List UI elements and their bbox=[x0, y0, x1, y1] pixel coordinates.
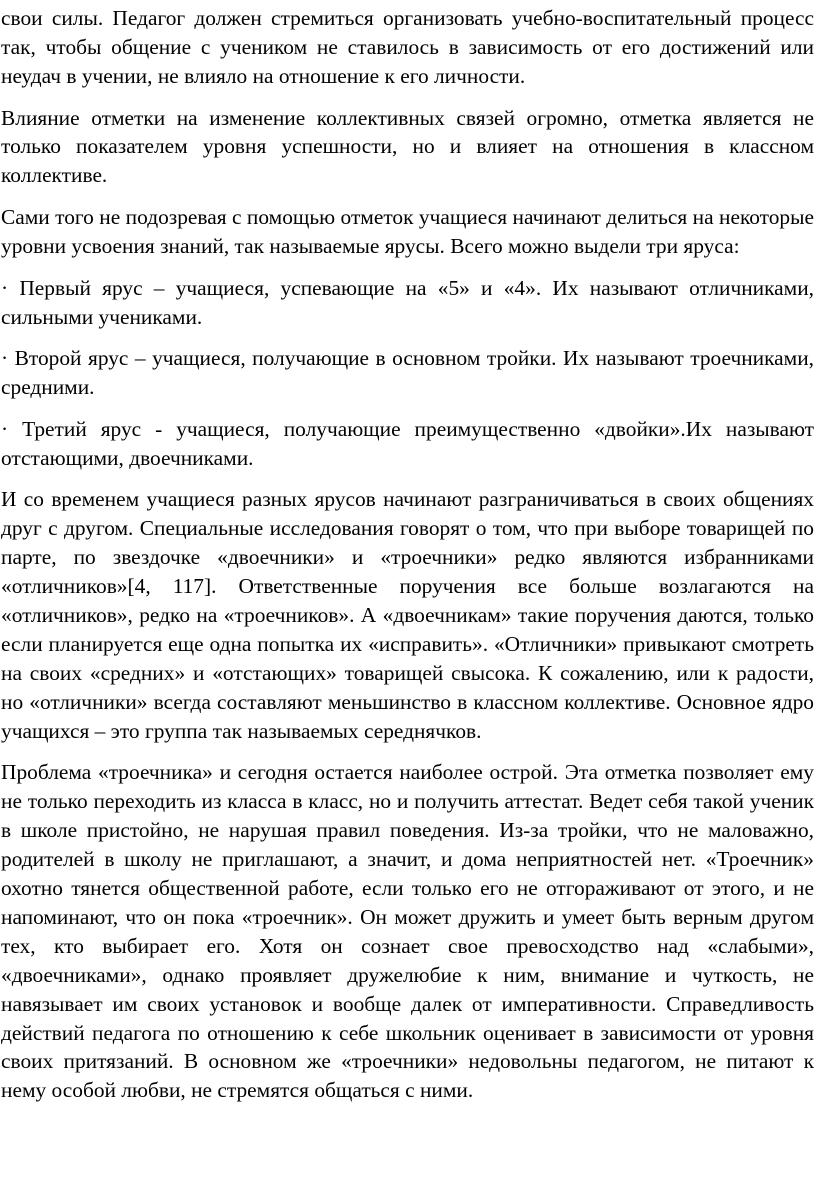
paragraph-tier-separation: И со временем учащиеся разных ярусов начинают разграничиваться в своих общениях друг с другом. Специальные исследования говорят о том, что при выборе товарищей по парте, по звездочке «двоечники» и «троечники» редко являются избранниками «отличников»[4, 117]. Ответственные поручения все больше возлагаются на «отличников», редко на «троечников». А «двоечникам» такие поручения даются, только если планируется еще одна попытка их «исправить». «Отличники» привыкают смотреть на своих «средних» и «отстающих» товарищей свысока. К сожалению, или к радости, но «отличники» всегда составляют меньшинство в классном коллективе. Основное ядро учащихся – это группа так называемых середнячков. bbox=[1, 487, 814, 743]
paragraph-tiers-intro: Сами того не подозревая с помощью отметок учащиеся начинают делиться на некоторые уровни усвоения знаний, так называемые ярусы. Всего можно выдели три яруса: bbox=[1, 205, 814, 258]
paragraph-grade-influence: Влияние отметки на изменение коллективных связей огромно, отметка является не только показателем уровня успешности, но и влияет на отношения в классном коллективе. bbox=[1, 105, 814, 188]
paragraph-c-student-problem: Проблема «троечника» и сегодня остается наиболее острой. Эта отметка позволяет ему не только переходить из класса в класс, но и получить аттестат. Ведет себя такой ученик в школе пристойно, не нарушая правил поведения. Из-за тройки, что не маловажно, родителей в школу не приглашают, а значит, и дома неприятностей нет. «Троечник» охотно тянется общественной работе, если только его не отгораживают от этого, и не напоминают, что он пока «троечник». Он может дружить и умеет быть верным другом тех, кто выбирает его. Хотя он сознает свое превосходство над «слабыми», «двоечниками», однако проявляет дружелюбие к ним, внимание и чуткость, не навязывает им своих установок и вообще далек от императивности. Справедливость действий педагога по отношению к себе школьник оценивает в зависимости от уровня своих притязаний. В основном же «троечники» недовольны педагогом, не питают к нему особой любви, не стремятся общаться с ними. bbox=[1, 760, 814, 1103]
list-item-tier-2: · Второй ярус – учащиеся, получающие в основном тройки. Их называют троечниками, средними. bbox=[1, 346, 814, 400]
list-item-tier-3: · Третий ярус - учащиеся, получающие преимущественно «двойки».Их называют отстающими, двоечниками. bbox=[1, 416, 814, 470]
paragraph-intro: свои силы. Педагог должен стремиться организовать учебно-воспитательный процесс так, чтобы общение с учеником не ставилось в зависимость от его достижений или неудач в учении, не влияло на отношение к его личности. bbox=[1, 6, 814, 88]
list-item-tier-1: · Первый ярус – учащиеся, успевающие на «5» и «4». Их называют отличниками, сильными учениками. bbox=[1, 275, 814, 329]
